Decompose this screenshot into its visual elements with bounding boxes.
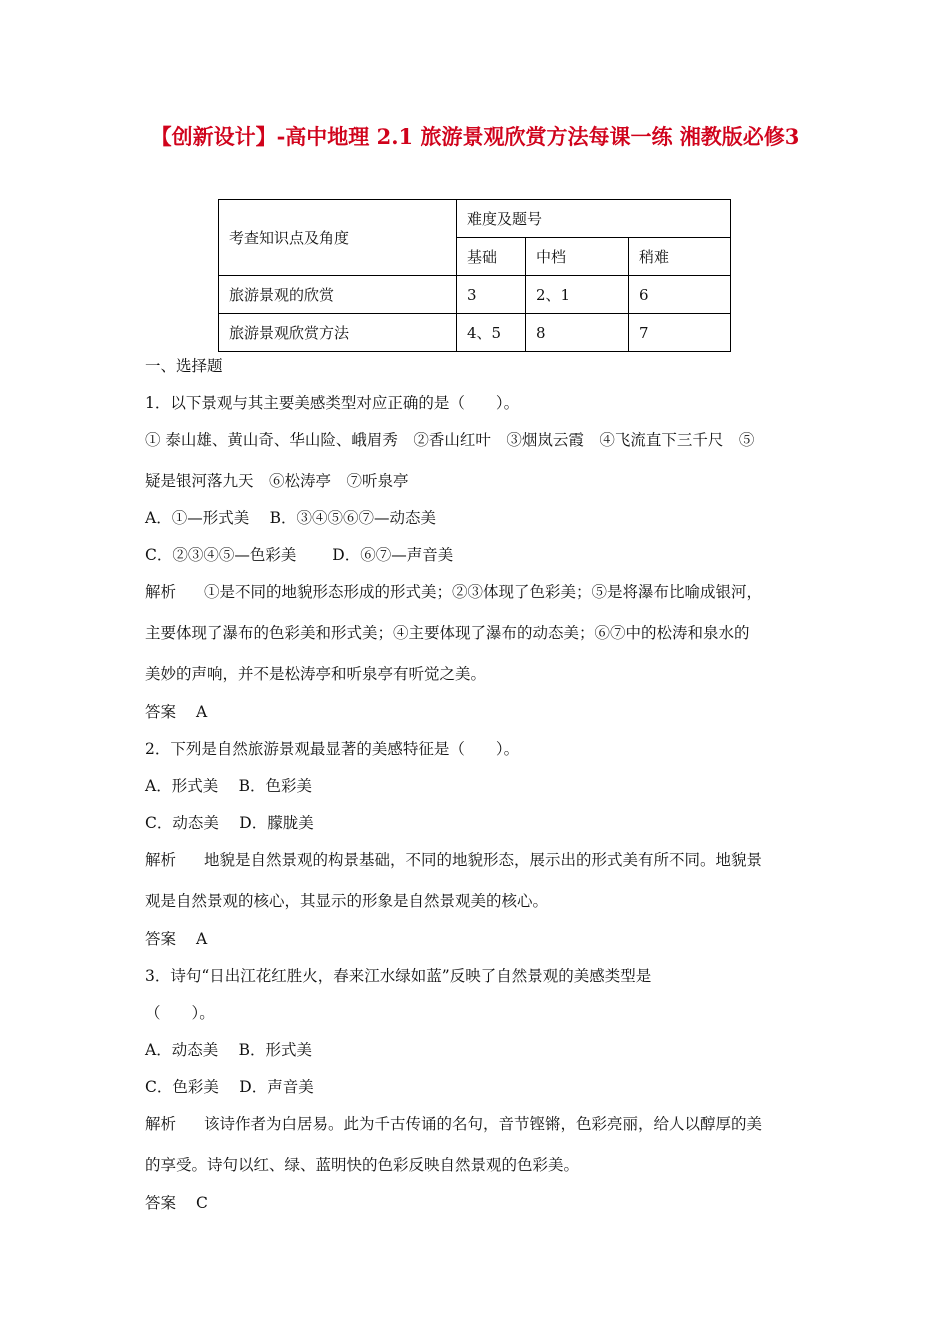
q1-stem-line3: 疑是银河落九天 ⑥松涛亭 ⑦听泉亭 (145, 472, 409, 490)
analysis-label: 解析 (145, 583, 177, 601)
table-cell-topic: 旅游景观的欣赏 (219, 276, 457, 314)
analysis-label: 解析 (145, 851, 177, 869)
table-cell-hard: 7 (629, 314, 731, 352)
q2-answer (145, 929, 207, 949)
q1-options-cd: C．②③④⑤—色彩美 D．⑥⑦—声音美 (145, 546, 454, 564)
analysis-text: 地貌是自然景观的构景基础，不同的地貌形态，展示出的形式美有所不同。地貌景 (204, 851, 763, 869)
q2-options-ab: A．形式美 B．色彩美 (145, 777, 313, 795)
table-cell-basic: 3 (457, 276, 526, 314)
q1-analysis-line1 (145, 582, 762, 602)
analysis-text: ①是不同的地貌形态形成的形式美；②③体现了色彩美；⑤是将瀑布比喻成银河， (204, 583, 763, 601)
q2-analysis-line2: 观是自然景观的核心，其显示的形象是自然景观美的核心。 (145, 892, 549, 910)
answer-label: 答案 (145, 703, 177, 721)
table-header-difficulty: 难度及题号 (457, 200, 731, 238)
q1-stem: 1．以下景观与其主要美感类型对应正确的是（ ）。 (145, 394, 520, 412)
answer-value: A (196, 930, 208, 948)
table-row (219, 276, 731, 314)
table-cell-basic: 4、5 (457, 314, 526, 352)
analysis-label: 解析 (145, 1115, 177, 1133)
q3-options-ab: A．动态美 B．形式美 (145, 1041, 313, 1059)
table-level-hard: 稍难 (629, 238, 731, 276)
answer-value: C (196, 1194, 208, 1212)
q3-answer (145, 1193, 208, 1213)
table-cell-topic: 旅游景观欣赏方法 (219, 314, 457, 352)
q3-analysis-line1 (145, 1114, 762, 1134)
q2-analysis-line1 (145, 850, 762, 870)
answer-label: 答案 (145, 930, 177, 948)
q1-analysis-line3: 美妙的声响，并不是松涛亭和听泉亭有听觉之美。 (145, 665, 487, 683)
table-level-basic: 基础 (457, 238, 526, 276)
table-cell-medium: 2、1 (526, 276, 629, 314)
table-cell-hard: 6 (629, 276, 731, 314)
q3-stem-line2: （ ）。 (145, 1004, 215, 1022)
q3-stem: 3．诗句“日出江花红胜火，春来江水绿如蓝”反映了自然景观的美感类型是 (145, 967, 652, 985)
q3-options-cd: C．色彩美 D．声音美 (145, 1078, 314, 1096)
table-level-medium: 中档 (526, 238, 629, 276)
answer-label: 答案 (145, 1194, 177, 1212)
q1-answer (145, 702, 207, 722)
q2-stem: 2．下列是自然旅游景观最显著的美感特征是（ ）。 (145, 740, 520, 758)
q1-stem-line2: ① 泰山雄、黄山奇、华山险、峨眉秀 ②香山红叶 ③烟岚云霞 ④飞流直下三千尺 ⑤ (145, 431, 755, 449)
q3-analysis-line2: 的享受。诗句以红、绿、蓝明快的色彩反映自然景观的色彩美。 (145, 1156, 580, 1174)
q1-analysis-line2: 主要体现了瀑布的色彩美和形式美；④主要体现了瀑布的动态美；⑥⑦中的松涛和泉水的 (145, 624, 750, 642)
q1-options-ab: A．①—形式美 B．③④⑤⑥⑦—动态美 (145, 509, 437, 527)
analysis-text: 该诗作者为白居易。此为千古传诵的名句，音节铿锵，色彩亮丽，给人以醇厚的美 (204, 1115, 763, 1133)
table-header-topic: 考查知识点及角度 (219, 200, 457, 276)
document-title: 【创新设计】-高中地理 2.1 旅游景观欣赏方法每课一练 湘教版必修3 (150, 124, 800, 149)
table-row (219, 314, 731, 352)
knowledge-table (218, 199, 731, 352)
section-heading: 一、选择题 (145, 357, 223, 375)
q2-options-cd: C．动态美 D．朦胧美 (145, 814, 314, 832)
table-cell-medium: 8 (526, 314, 629, 352)
answer-value: A (196, 703, 208, 721)
